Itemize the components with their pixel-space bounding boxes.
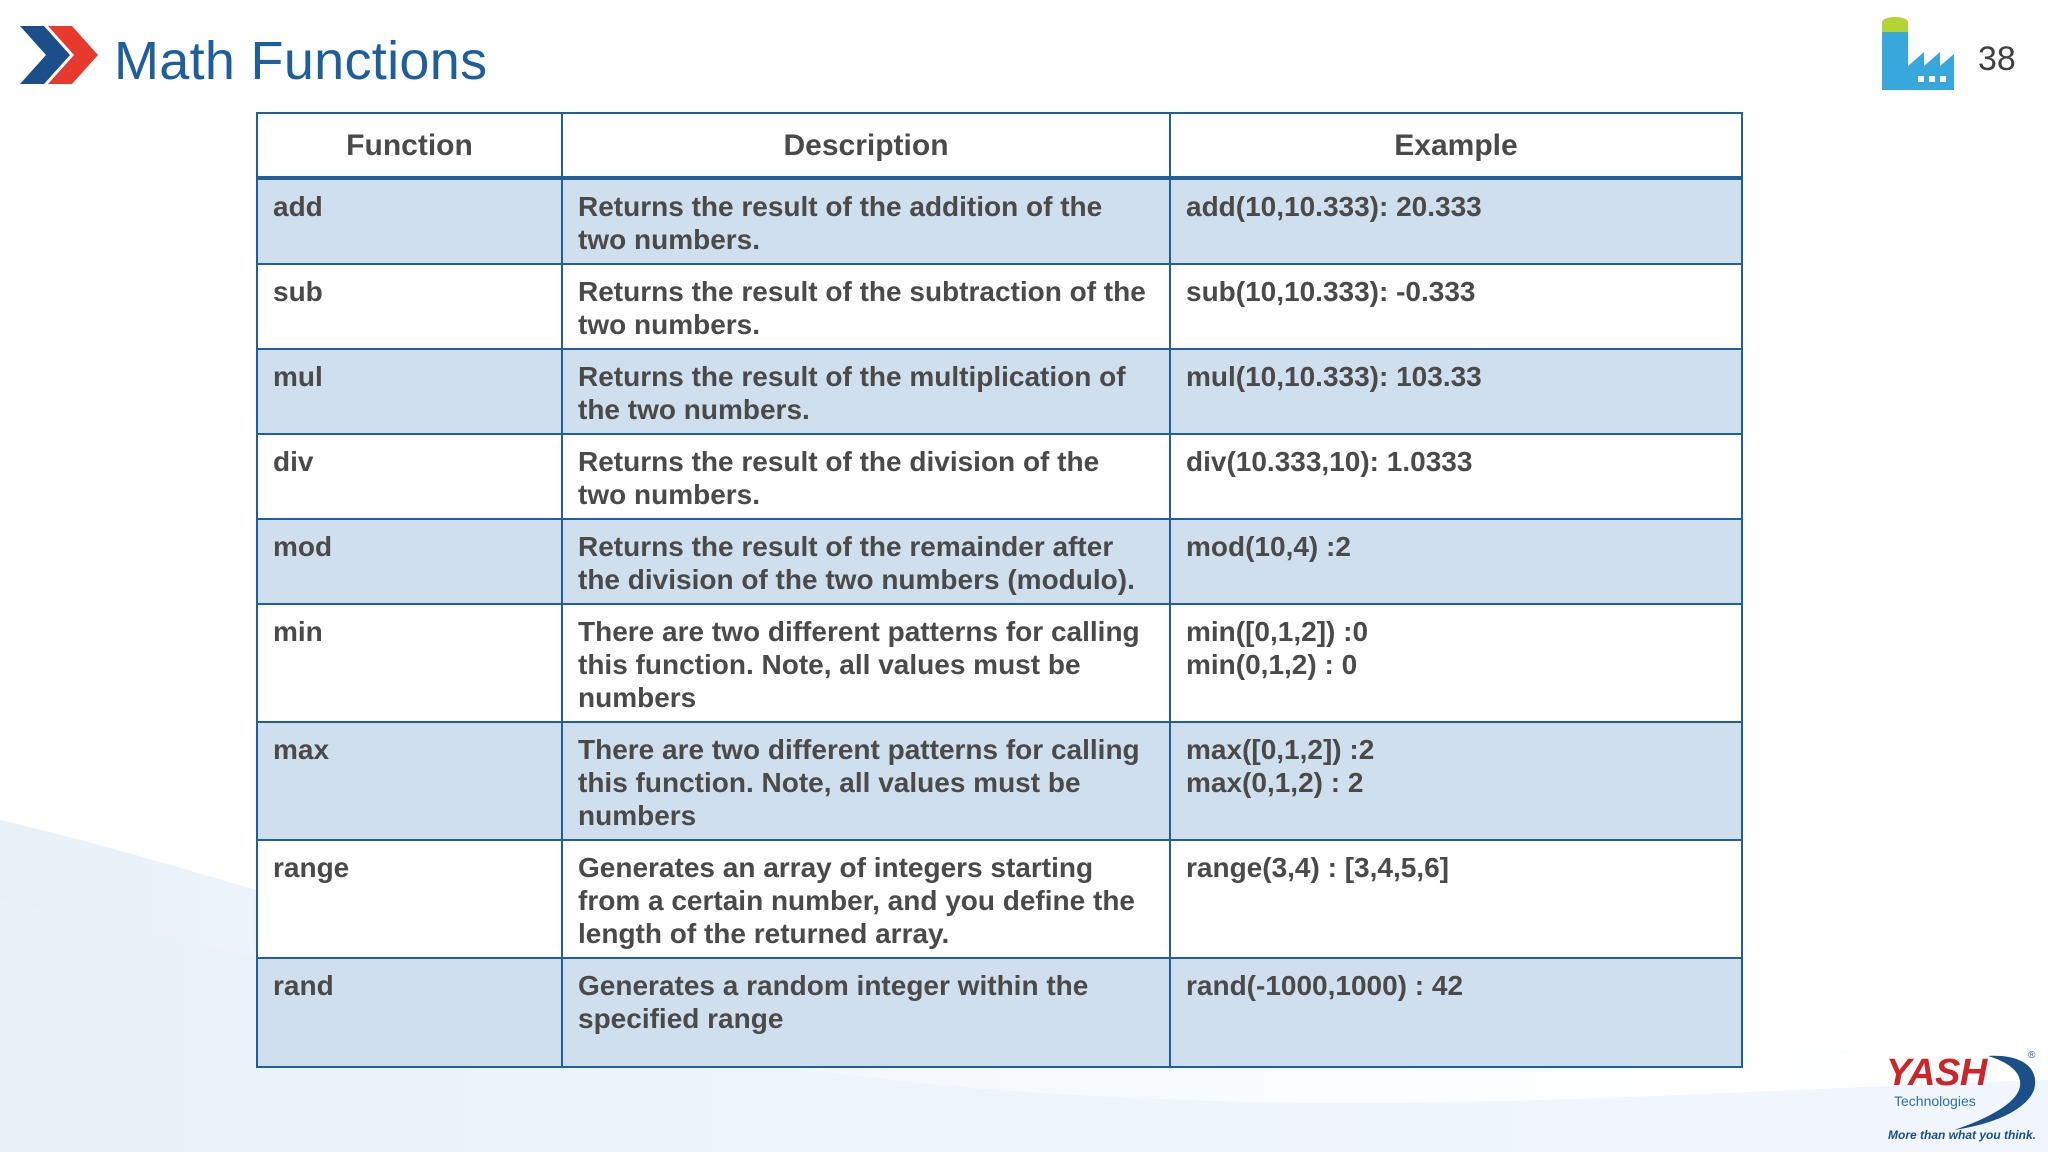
function-cell: add [257, 178, 562, 264]
registered-mark: ® [2028, 1050, 2036, 1061]
function-cell: rand [257, 958, 562, 1067]
header-example: Example [1170, 113, 1742, 178]
example-cell [1170, 722, 1742, 840]
header-function: Function [257, 113, 562, 178]
description-cell: There are two different patterns for calling this function. Note, all values must be numbers [562, 722, 1170, 840]
example-line: min([0,1,2]) :0 [1186, 616, 1369, 647]
double-chevron-icon [18, 22, 98, 88]
table-row [257, 958, 1742, 1067]
table-header-row [257, 113, 1742, 178]
table-row [257, 264, 1742, 349]
example-line: min(0,1,2) : 0 [1186, 649, 1358, 680]
table-row [257, 722, 1742, 840]
factory-icon [1876, 14, 1954, 90]
table-row [257, 434, 1742, 519]
example-cell: div(10.333,10): 1.0333 [1170, 434, 1742, 519]
table-row [257, 519, 1742, 604]
example-line: max(0,1,2) : 2 [1186, 767, 1364, 798]
table-row [257, 604, 1742, 722]
yash-logo: YASH [1886, 1052, 1987, 1094]
function-cell: div [257, 434, 562, 519]
description-cell: Returns the result of the addition of the two numbers. [562, 178, 1170, 264]
function-cell: max [257, 722, 562, 840]
example-cell: add(10,10.333): 20.333 [1170, 178, 1742, 264]
description-cell: There are two different patterns for calling this function. Note, all values must be numbers [562, 604, 1170, 722]
description-cell: Returns the result of the division of the two numbers. [562, 434, 1170, 519]
example-cell: mul(10,10.333): 103.33 [1170, 349, 1742, 434]
page-number: 38 [1978, 40, 2016, 78]
table-row [257, 840, 1742, 958]
example-cell: mod(10,4) :2 [1170, 519, 1742, 604]
description-cell: Returns the result of the subtraction of the two numbers. [562, 264, 1170, 349]
description-cell: Generates a random integer within the specified range [562, 958, 1170, 1067]
example-cell: rand(-1000,1000) : 42 [1170, 958, 1742, 1067]
description-cell: Returns the result of the remainder after the division of the two numbers (modulo). [562, 519, 1170, 604]
example-line: max([0,1,2]) :2 [1186, 734, 1375, 765]
header-description: Description [562, 113, 1170, 178]
example-cell: range(3,4) : [3,4,5,6] [1170, 840, 1742, 958]
slide-title: Math Functions [114, 31, 488, 91]
table-row [257, 349, 1742, 434]
function-cell: min [257, 604, 562, 722]
function-cell: mul [257, 349, 562, 434]
example-cell [1170, 604, 1742, 722]
function-cell: range [257, 840, 562, 958]
description-cell: Returns the result of the multiplication of the two numbers. [562, 349, 1170, 434]
function-cell: mod [257, 519, 562, 604]
description-cell: Generates an array of integers starting from a certain number, and you define the length of the returned array. [562, 840, 1170, 958]
yash-tagline: More than what you think. [1888, 1128, 2037, 1142]
function-cell: sub [257, 264, 562, 349]
yash-logo-subtitle: Technologies [1894, 1093, 1976, 1109]
table-row [257, 178, 1742, 264]
example-cell: sub(10,10.333): -0.333 [1170, 264, 1742, 349]
math-functions-table [256, 112, 1743, 1068]
